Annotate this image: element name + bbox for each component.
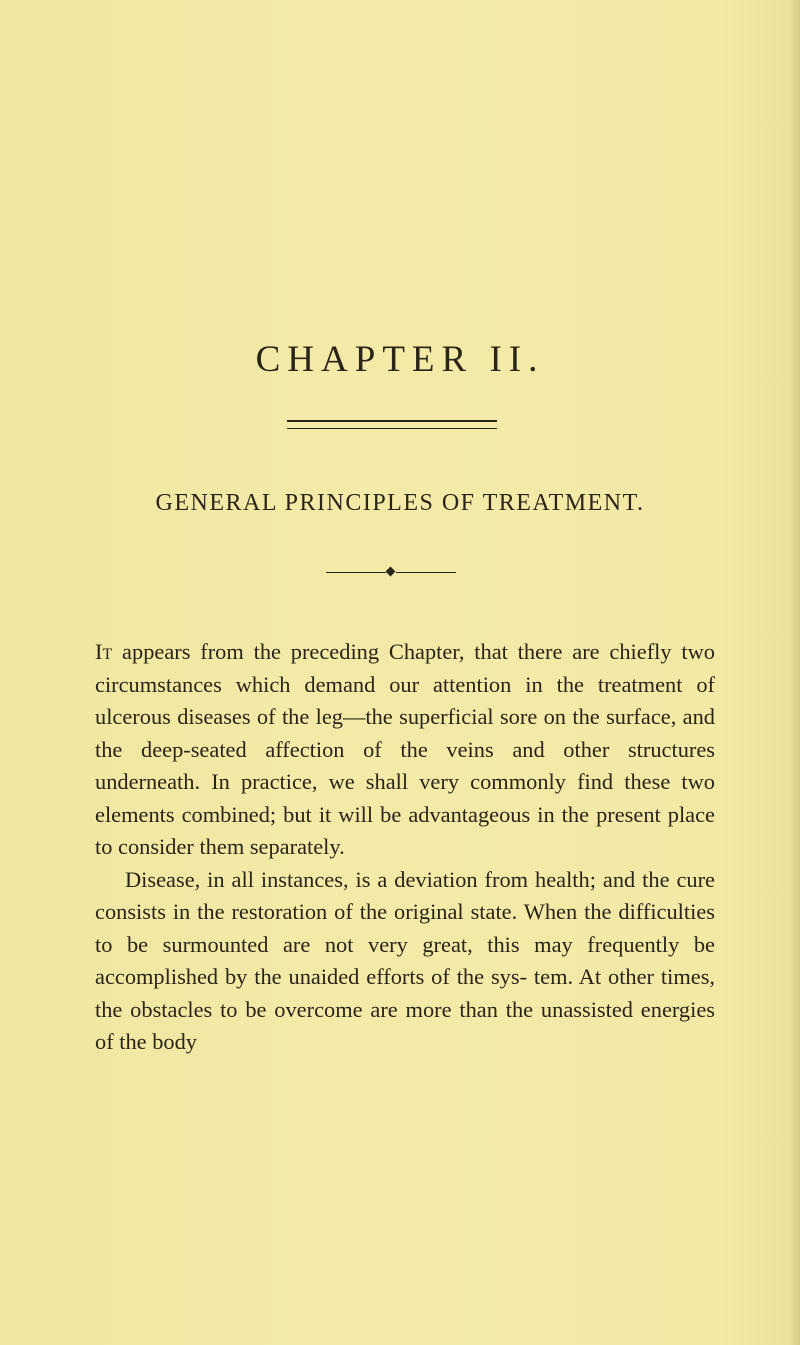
ornament-line-left [326,572,386,573]
chapter-heading: CHAPTER II. [255,339,545,380]
paragraph [95,636,715,864]
paragraph-text: Disease, in all instances, is a deviation from health; and the cure consists in the restoration of the original state. When the difficulties to be surmounted are not very great, this may frequently be accomplished by the unaided efforts of the sys- tem. At other times, the obstacles to be overcome are more than the unassisted energies of the body [95,866,715,1054]
page-edge-shadow [790,0,800,1345]
section-heading: GENERAL PRINCIPLES OF TREATMENT. [155,490,645,516]
body-text [95,636,715,1059]
ornament-line-right [396,572,456,573]
paragraph [95,864,715,1059]
paragraph-lead-word: It [95,639,113,664]
double-rule-divider [287,420,497,429]
diamond-icon [386,567,396,577]
paragraph-text: appears from the preceding Chapter, that there are chiefly two circumstances which demand our attention in the treatment of ulcerous diseases of the leg—the superficial sore on the surface, and the deep-seated affection of the veins and other structures underneath. In practice, we shall very commonly find these two elements combined; but it will be advantageous in the present place to consider them separately. [95,639,715,859]
diamond-ornament-divider [326,567,456,579]
